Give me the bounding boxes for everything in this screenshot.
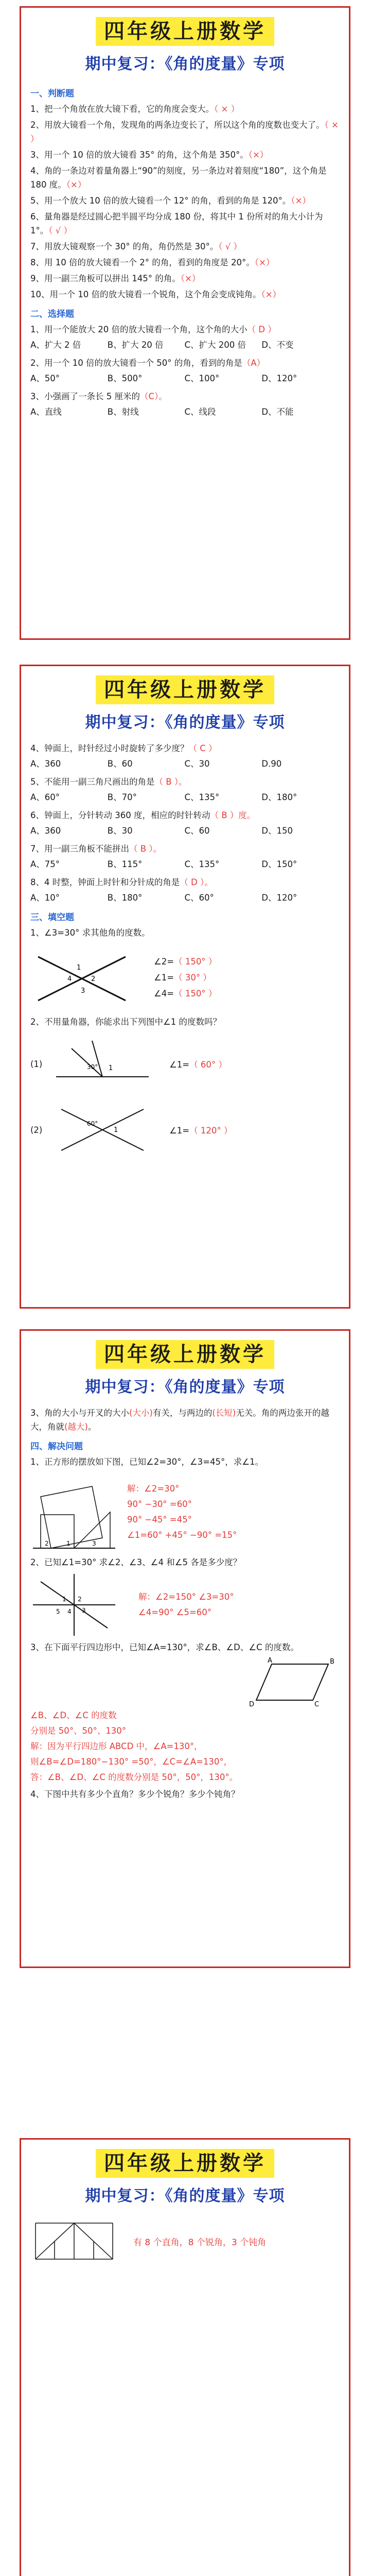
answer-value: (长短): [212, 1408, 236, 1418]
angle-number: 3: [82, 1607, 86, 1614]
question-text: 9、用一副三角板可以拼出 145° 的角。: [30, 274, 181, 283]
problem1-solution: [127, 1481, 237, 1543]
page-header: [21, 8, 349, 74]
choice-option: A、60°: [30, 792, 60, 802]
page-title: 四年级上册数学: [96, 675, 274, 704]
angle-number: 3: [81, 987, 85, 995]
question-text: 4、钟面上，时针经过小时旋转了多少度？: [30, 743, 189, 753]
text-part: 3、角的大小与开叉的大小: [30, 1408, 129, 1418]
judge-question: [30, 164, 339, 192]
fill1-answers: [154, 953, 217, 1003]
question-text: 4、角的一条边对着量角器上“90”的刻度，另一条边对着刻度“180”，这个角是 180 度。: [30, 166, 327, 190]
angle-number: 1: [77, 964, 81, 972]
answer-value: （×）: [254, 258, 275, 267]
solution-line: 90° −45° =45°: [127, 1515, 192, 1524]
judge-question: [30, 194, 339, 208]
angle-number: 1: [66, 1540, 71, 1547]
choice-option: A、360: [30, 826, 61, 836]
figure-label: (1): [30, 1059, 43, 1069]
vertex-label: B: [330, 1658, 334, 1666]
page-header: [21, 1331, 349, 1397]
problem1-block: [30, 1471, 339, 1553]
solution-line: 解：∠2=30°: [127, 1484, 180, 1494]
page-content: [21, 2206, 349, 2264]
angle-number: 3: [92, 1540, 96, 1547]
section-heading: 四、解决问题: [30, 1442, 83, 1452]
choice-option: B、射线: [107, 407, 139, 417]
choice-question: [30, 323, 339, 336]
answer-value: （ B ）。: [154, 777, 187, 787]
angle-number: 1: [62, 1596, 66, 1603]
judge-question: [30, 256, 339, 269]
page-title: 四年级上册数学: [96, 17, 274, 46]
choice-option: D、150°: [261, 859, 297, 869]
angle-number: 1: [109, 1064, 113, 1072]
page-content: [21, 732, 349, 1161]
page-content: [21, 1397, 349, 1801]
answer-value: （ C ）: [188, 743, 217, 753]
choice-option: C、100°: [184, 374, 220, 383]
section-heading: 三、填空题: [30, 912, 74, 923]
choice-option: B、30: [107, 826, 133, 836]
angle-number: 2: [78, 1596, 82, 1603]
figure-label: (2): [30, 1125, 43, 1135]
section-heading: 二、选择题: [30, 309, 74, 319]
answer-value: （ 120° ）: [189, 1126, 233, 1136]
choice-list: [30, 323, 339, 419]
solution-line: 分别是 50°、50°、130°: [30, 1726, 126, 1736]
question-text: 7、用一副三角板不能拼出: [30, 844, 129, 854]
judge-question: [30, 240, 339, 253]
page-subtitle: 期中复习：《角的度量》专项: [85, 714, 285, 732]
answer-label: ∠4=: [154, 988, 174, 998]
answer-value: （ √ ）: [218, 242, 242, 251]
choice-options: [30, 405, 339, 419]
answer-value: （ × ）: [214, 104, 240, 114]
choice-option: B、60: [107, 759, 133, 769]
choice-question: [30, 741, 339, 755]
text-part: 。: [87, 1422, 97, 1432]
angle-number: 1: [114, 1126, 118, 1134]
choice-option: A、360: [30, 759, 61, 769]
fill-answer-row: [154, 955, 217, 969]
text-part: 有关，与两边的: [152, 1408, 213, 1418]
worksheet-page-4: [20, 2138, 350, 2576]
page-header: [21, 2140, 349, 2206]
question-text: 1、正方形的摆放如下图，已知∠2=30°，∠3=45°，求∠1。: [30, 1457, 264, 1467]
question-text: 2、用放大镜看一个角，发现角的两条边变长了，所以这个角的度数也变大了。: [30, 120, 325, 130]
angle-number: 4: [67, 1608, 72, 1615]
choice-option: C、30: [184, 759, 210, 769]
solution-line: 90° −30° =60°: [127, 1499, 192, 1509]
answer-value: （×）: [261, 290, 281, 299]
choice-option: D、不变: [261, 340, 294, 350]
choice-option: D、不能: [261, 407, 294, 417]
answer-value: （ D ）: [247, 325, 276, 334]
question-text: 4、下图中共有多少个直角？多少个锐角？多少个钝角？: [30, 1789, 240, 1799]
choice-option: B、70°: [107, 792, 137, 802]
choice-options: [30, 791, 339, 804]
answer-value: （ 60° ）: [189, 1060, 227, 1070]
page-title: 四年级上册数学: [96, 2149, 274, 2178]
choice-options: [30, 891, 339, 905]
question-text: 6、量角器是经过圆心把半圆平均分成 180 份，将其中 1 份所对的角大小计为 1°。: [30, 212, 323, 235]
question-text: 2、不用量角器，你能求出下列图中∠1 的度数吗？: [30, 1017, 222, 1027]
worksheet-page-1: [20, 6, 350, 640]
choice-option: D.90: [261, 759, 282, 769]
judge-question: [30, 210, 339, 238]
question-text: 1、把一个角放在放大镜下看，它的角度会变大。: [30, 104, 214, 114]
choice-option: C、线段: [184, 407, 216, 417]
page-title: 四年级上册数学: [96, 1340, 274, 1369]
question-text: 5、不能用一副三角尺画出的角是: [30, 777, 155, 787]
triangle-angles-figure: [30, 2218, 118, 2264]
problem4-block: [30, 2218, 339, 2264]
page-content: [21, 74, 349, 419]
vertex-label: C: [314, 1701, 320, 1708]
choice-question: [30, 842, 339, 856]
judge-question: [30, 102, 339, 116]
choice-option: A、10°: [30, 893, 60, 903]
page-header: [21, 666, 349, 732]
choice-option: A、扩大 2 倍: [30, 340, 81, 350]
choice-option: D、180°: [261, 792, 297, 802]
question-text: 3、用一个 10 倍的放大镜看 35° 的角，这个角是 350°。: [30, 150, 249, 160]
answer-value: （ 150° ）: [174, 956, 217, 967]
judge-list: [30, 102, 339, 301]
solution-line: ∠4=90° ∠5=60°: [138, 1607, 212, 1617]
choice-option: A、75°: [30, 859, 60, 869]
answer-value: （×）: [291, 196, 311, 206]
angle-figure-1: [51, 1033, 154, 1095]
answer-label: ∠1=: [169, 1060, 190, 1070]
worksheet-page-2: [20, 665, 350, 1309]
choice-option: D、120°: [261, 893, 297, 903]
answer-label: ∠1=: [154, 972, 174, 982]
answer-value: （ B ）度。: [210, 810, 256, 820]
problem3-solution: [30, 1708, 339, 1785]
judge-question: [30, 148, 339, 162]
page-subtitle: 期中复习：《角的度量》专项: [85, 1378, 285, 1396]
angle-figure-2: [51, 1099, 154, 1161]
choice-list: [30, 741, 339, 905]
question-text: 8、4 时整，钟面上时针和分针成的角是: [30, 877, 180, 887]
angle-number: 2: [91, 975, 96, 983]
choice-options: [30, 824, 339, 838]
choice-options: [30, 858, 339, 871]
choice-option: C、135°: [184, 792, 220, 802]
choice-options: [30, 338, 339, 352]
answer-value: （×）: [66, 180, 86, 190]
choice-question: [30, 808, 339, 822]
choice-question: [30, 875, 339, 889]
answer-value: （ × ）: [30, 120, 339, 144]
answer-value: （ √ ）: [48, 226, 73, 235]
page-subtitle: 期中复习：《角的度量》专项: [85, 55, 285, 73]
vertex-label: A: [268, 1657, 272, 1665]
judge-question: [30, 287, 339, 301]
fill1-figure-row: [30, 944, 339, 1011]
fill2-figure-2: [30, 1099, 339, 1161]
choice-option: D、150: [261, 826, 293, 836]
text-part: 无关。角的两边张开的越大，角就: [30, 1408, 329, 1432]
question-text: 3、小强画了一条长 5 厘米的: [30, 392, 140, 401]
worksheet-page-3: [20, 1329, 350, 1968]
choice-options: [30, 757, 339, 771]
problem2-solution: [138, 1589, 234, 1620]
fill2-answer-2: [169, 1124, 232, 1136]
choice-option: C、135°: [184, 859, 220, 869]
question-text: 2、用一个 10 倍的放大镜看一个 50° 的角，看到的角是: [30, 358, 242, 368]
angle-degree-label: 60°: [87, 1120, 98, 1127]
choice-option: B、500°: [107, 374, 143, 383]
crossing-lines-figure: [30, 1571, 118, 1638]
answer-value: （A）: [242, 358, 266, 368]
answer-label: ∠2=: [154, 956, 174, 967]
choice-option: B、扩大 20 倍: [107, 340, 164, 350]
choice-option: A、直线: [30, 407, 62, 417]
angle-number: 2: [45, 1540, 49, 1547]
question-text: 5、用一个放大 10 倍的放大镜看一个 12° 的角，看到的角是 120°。: [30, 196, 291, 206]
question-text: 8、用 10 倍的放大镜看一个 2° 的角，看到的角度是 20°。: [30, 258, 255, 267]
choice-option: B、115°: [107, 859, 143, 869]
judge-question: [30, 272, 339, 285]
answer-value: （×）: [248, 150, 269, 160]
choice-question: [30, 389, 339, 403]
choice-option: C、扩大 200 倍: [184, 340, 246, 350]
answer-label: ∠1=: [169, 1126, 190, 1136]
angle-degree-label: 30°: [87, 1063, 98, 1071]
parallelogram-figure: [246, 1656, 339, 1708]
answer-value: （ 150° ）: [174, 988, 217, 998]
fill2-answer-1: [169, 1058, 227, 1070]
answer-value: （C）。: [140, 392, 167, 401]
judge-question: [30, 118, 339, 146]
choice-option: C、60°: [184, 893, 214, 903]
solution-line: ∠1=60° +45° −90° =15°: [127, 1530, 237, 1540]
answer-value: （ D ）。: [180, 877, 213, 887]
intersecting-lines-figure: [30, 944, 133, 1011]
choice-question: [30, 356, 339, 370]
answer-value: (大小): [129, 1408, 153, 1418]
problem3-block: [30, 1656, 339, 1708]
choice-option: D、120°: [261, 374, 297, 383]
question-text: 1、∠3=30° 求其他角的度数。: [30, 928, 150, 938]
choice-option: C、60: [184, 826, 210, 836]
fill-answer-row: [154, 987, 217, 1001]
solution-line: 答：∠B、∠D、∠C 的度数分别是 50°，50°，130°。: [30, 1772, 238, 1782]
answer-value: （ 30° ）: [174, 972, 212, 982]
answer-value: （×）: [180, 274, 201, 283]
question-text: 10、用一个 10 倍的放大镜看一个锐角，这个角会变成钝角。: [30, 290, 261, 299]
solution-line: 解：∠2=150° ∠3=30°: [138, 1592, 234, 1602]
squares-figure: [30, 1471, 118, 1553]
angle-number: 4: [67, 975, 72, 983]
problem2-block: [30, 1571, 339, 1638]
choice-question: [30, 775, 339, 789]
answer-value: (越大): [64, 1422, 88, 1432]
fill2-figure-1: [30, 1033, 339, 1095]
question-text: 1、用一个能放大 20 倍的放大镜看一个角，这个角的大小: [30, 325, 248, 334]
choice-options: [30, 372, 339, 385]
question-text: 6、钟面上，分针转动 360 度，相应的时针转动: [30, 810, 210, 820]
answer-value: （ B ）。: [129, 844, 162, 854]
question-text: 3、在下面平行四边形中，已知∠A=130°，求∠B、∠D、∠C 的度数。: [30, 1642, 299, 1652]
question-text: 7、用放大镜观察一个 30° 的角，角仍然是 30°。: [30, 242, 219, 251]
choice-option: A、50°: [30, 374, 60, 383]
fill-answer-row: [154, 971, 217, 985]
question-text: 2、已知∠1=30° 求∠2、∠3、∠4 和∠5 各是多少度？: [30, 1557, 242, 1567]
section-heading: 一、判断题: [30, 89, 74, 99]
solution-line: ∠B、∠D、∠C 的度数: [30, 1710, 117, 1720]
choice-option: B、180°: [107, 893, 143, 903]
angle-number: 5: [56, 1608, 60, 1615]
solution-line: 则∠B=∠D=180°−130° =50°，∠C=∠A=130°，: [30, 1757, 233, 1767]
vertex-label: D: [249, 1701, 255, 1708]
solution-line: 解：因为平行四边形 ABCD 中，∠A=130°，: [30, 1741, 203, 1751]
question-text: [30, 1406, 339, 1434]
problem4-answer: 有 8 个直角，8 个锐角，3 个钝角: [133, 2237, 267, 2248]
page-subtitle: 期中复习：《角的度量》专项: [85, 2187, 285, 2205]
